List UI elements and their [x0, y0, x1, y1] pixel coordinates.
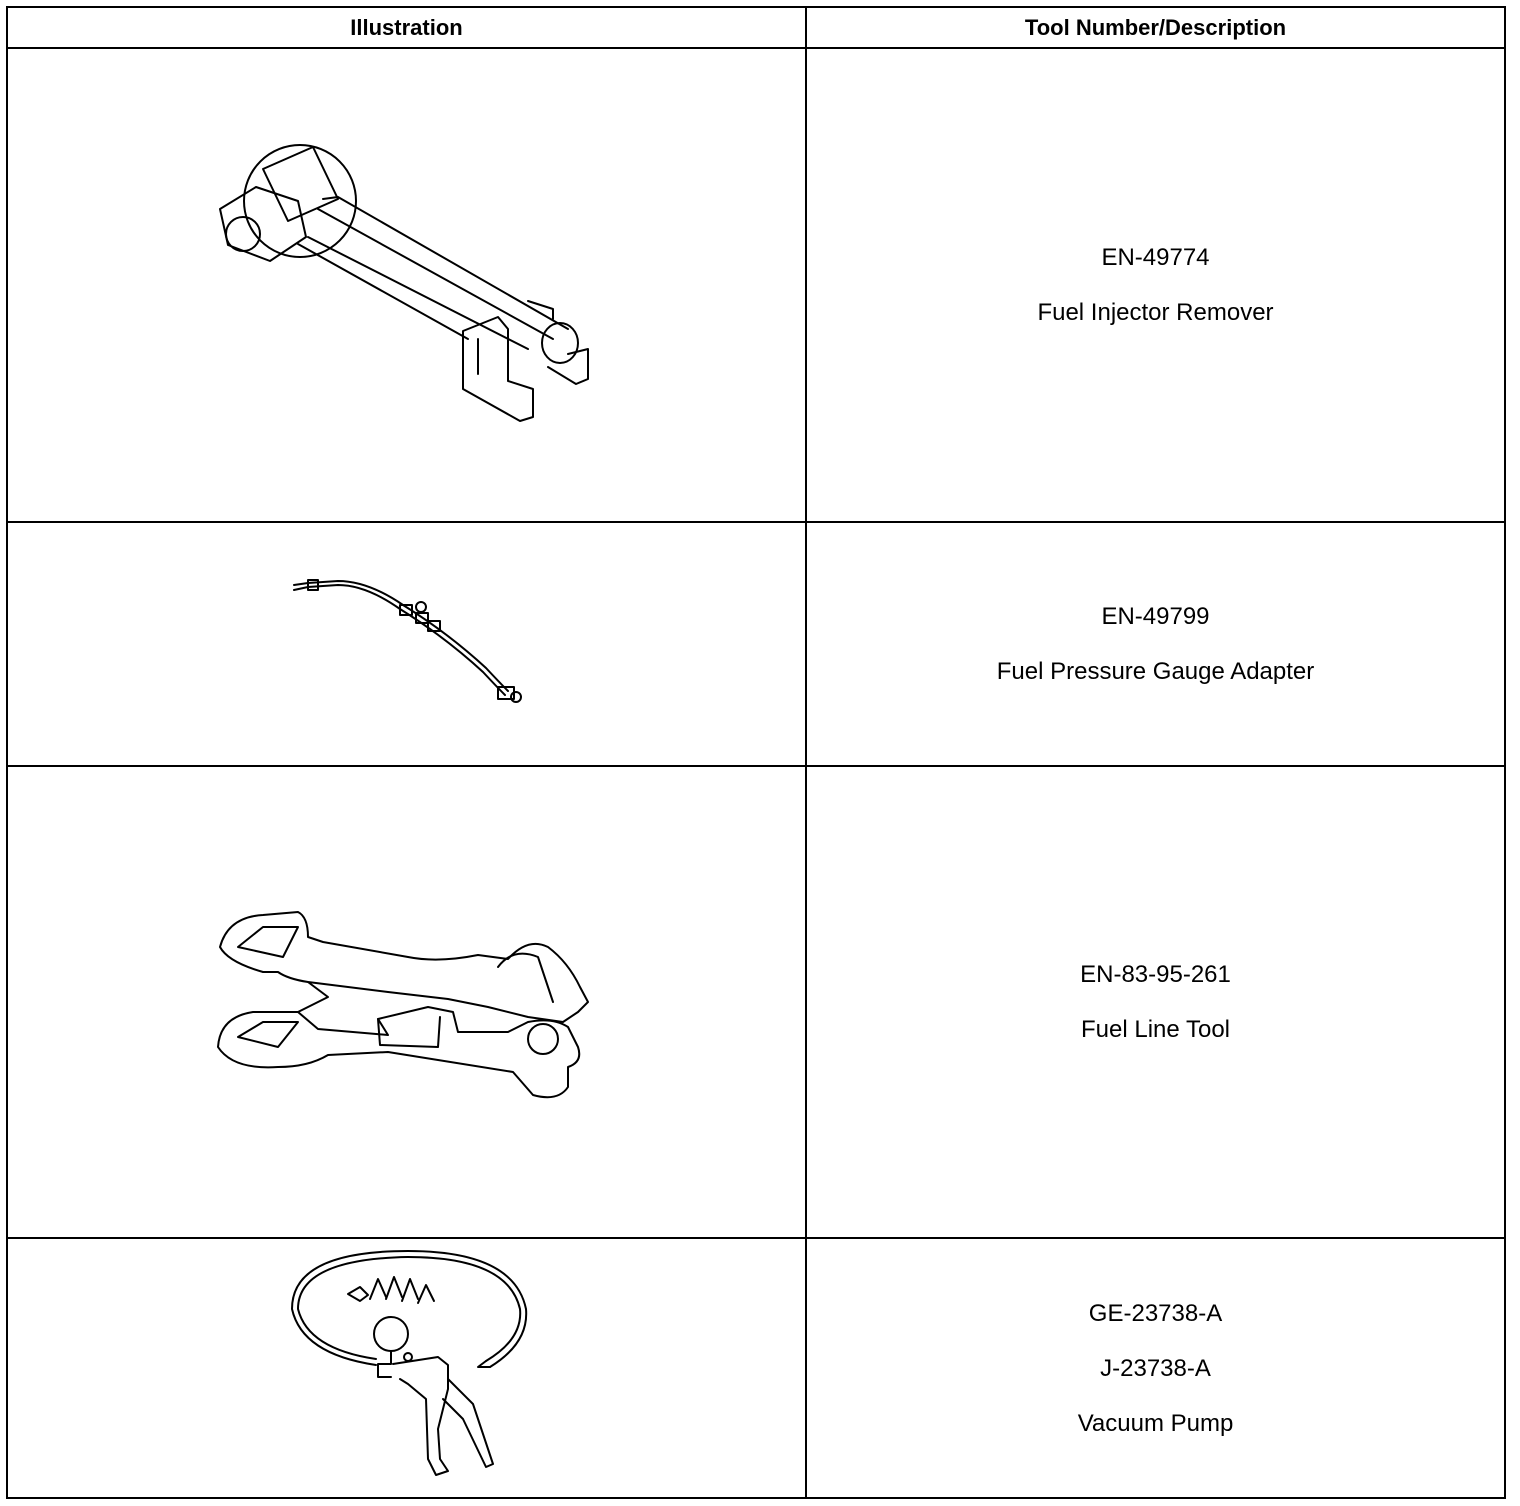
tool-name: Fuel Pressure Gauge Adapter: [996, 658, 1315, 685]
table-row: [8, 1239, 1504, 1497]
tool-description: [807, 49, 1504, 521]
tool-description: [807, 1239, 1504, 1497]
tool-name: Fuel Injector Remover: [1037, 299, 1274, 326]
tool-number: EN-49774: [1101, 244, 1210, 271]
tool-number: EN-83-95-261: [1080, 961, 1231, 988]
header-illustration: Illustration: [8, 8, 805, 49]
tool-name: Vacuum Pump: [1077, 1409, 1234, 1437]
tool-number: GE-23738-A: [1088, 1299, 1223, 1327]
fuel-line-tool-illustration: [8, 767, 805, 1237]
tool-name: Fuel Line Tool: [1081, 1016, 1230, 1043]
tool-number: EN-49799: [1101, 603, 1210, 630]
vacuum-pump-illustration: [8, 1239, 805, 1497]
table-row: [8, 523, 1504, 767]
tool-number-alt: J-23738-A: [1100, 1354, 1211, 1382]
fuel-injector-remover-illustration: [8, 49, 805, 521]
table-row: [8, 767, 1504, 1239]
tool-description: [807, 523, 1504, 765]
column-divider: [805, 8, 807, 1497]
header-tool-number-description: Tool Number/Description: [807, 8, 1504, 49]
tool-description: [807, 767, 1504, 1237]
table-row: [8, 49, 1504, 523]
tools-table: [6, 6, 1506, 1499]
fuel-pressure-gauge-adapter-illustration: [8, 523, 805, 765]
